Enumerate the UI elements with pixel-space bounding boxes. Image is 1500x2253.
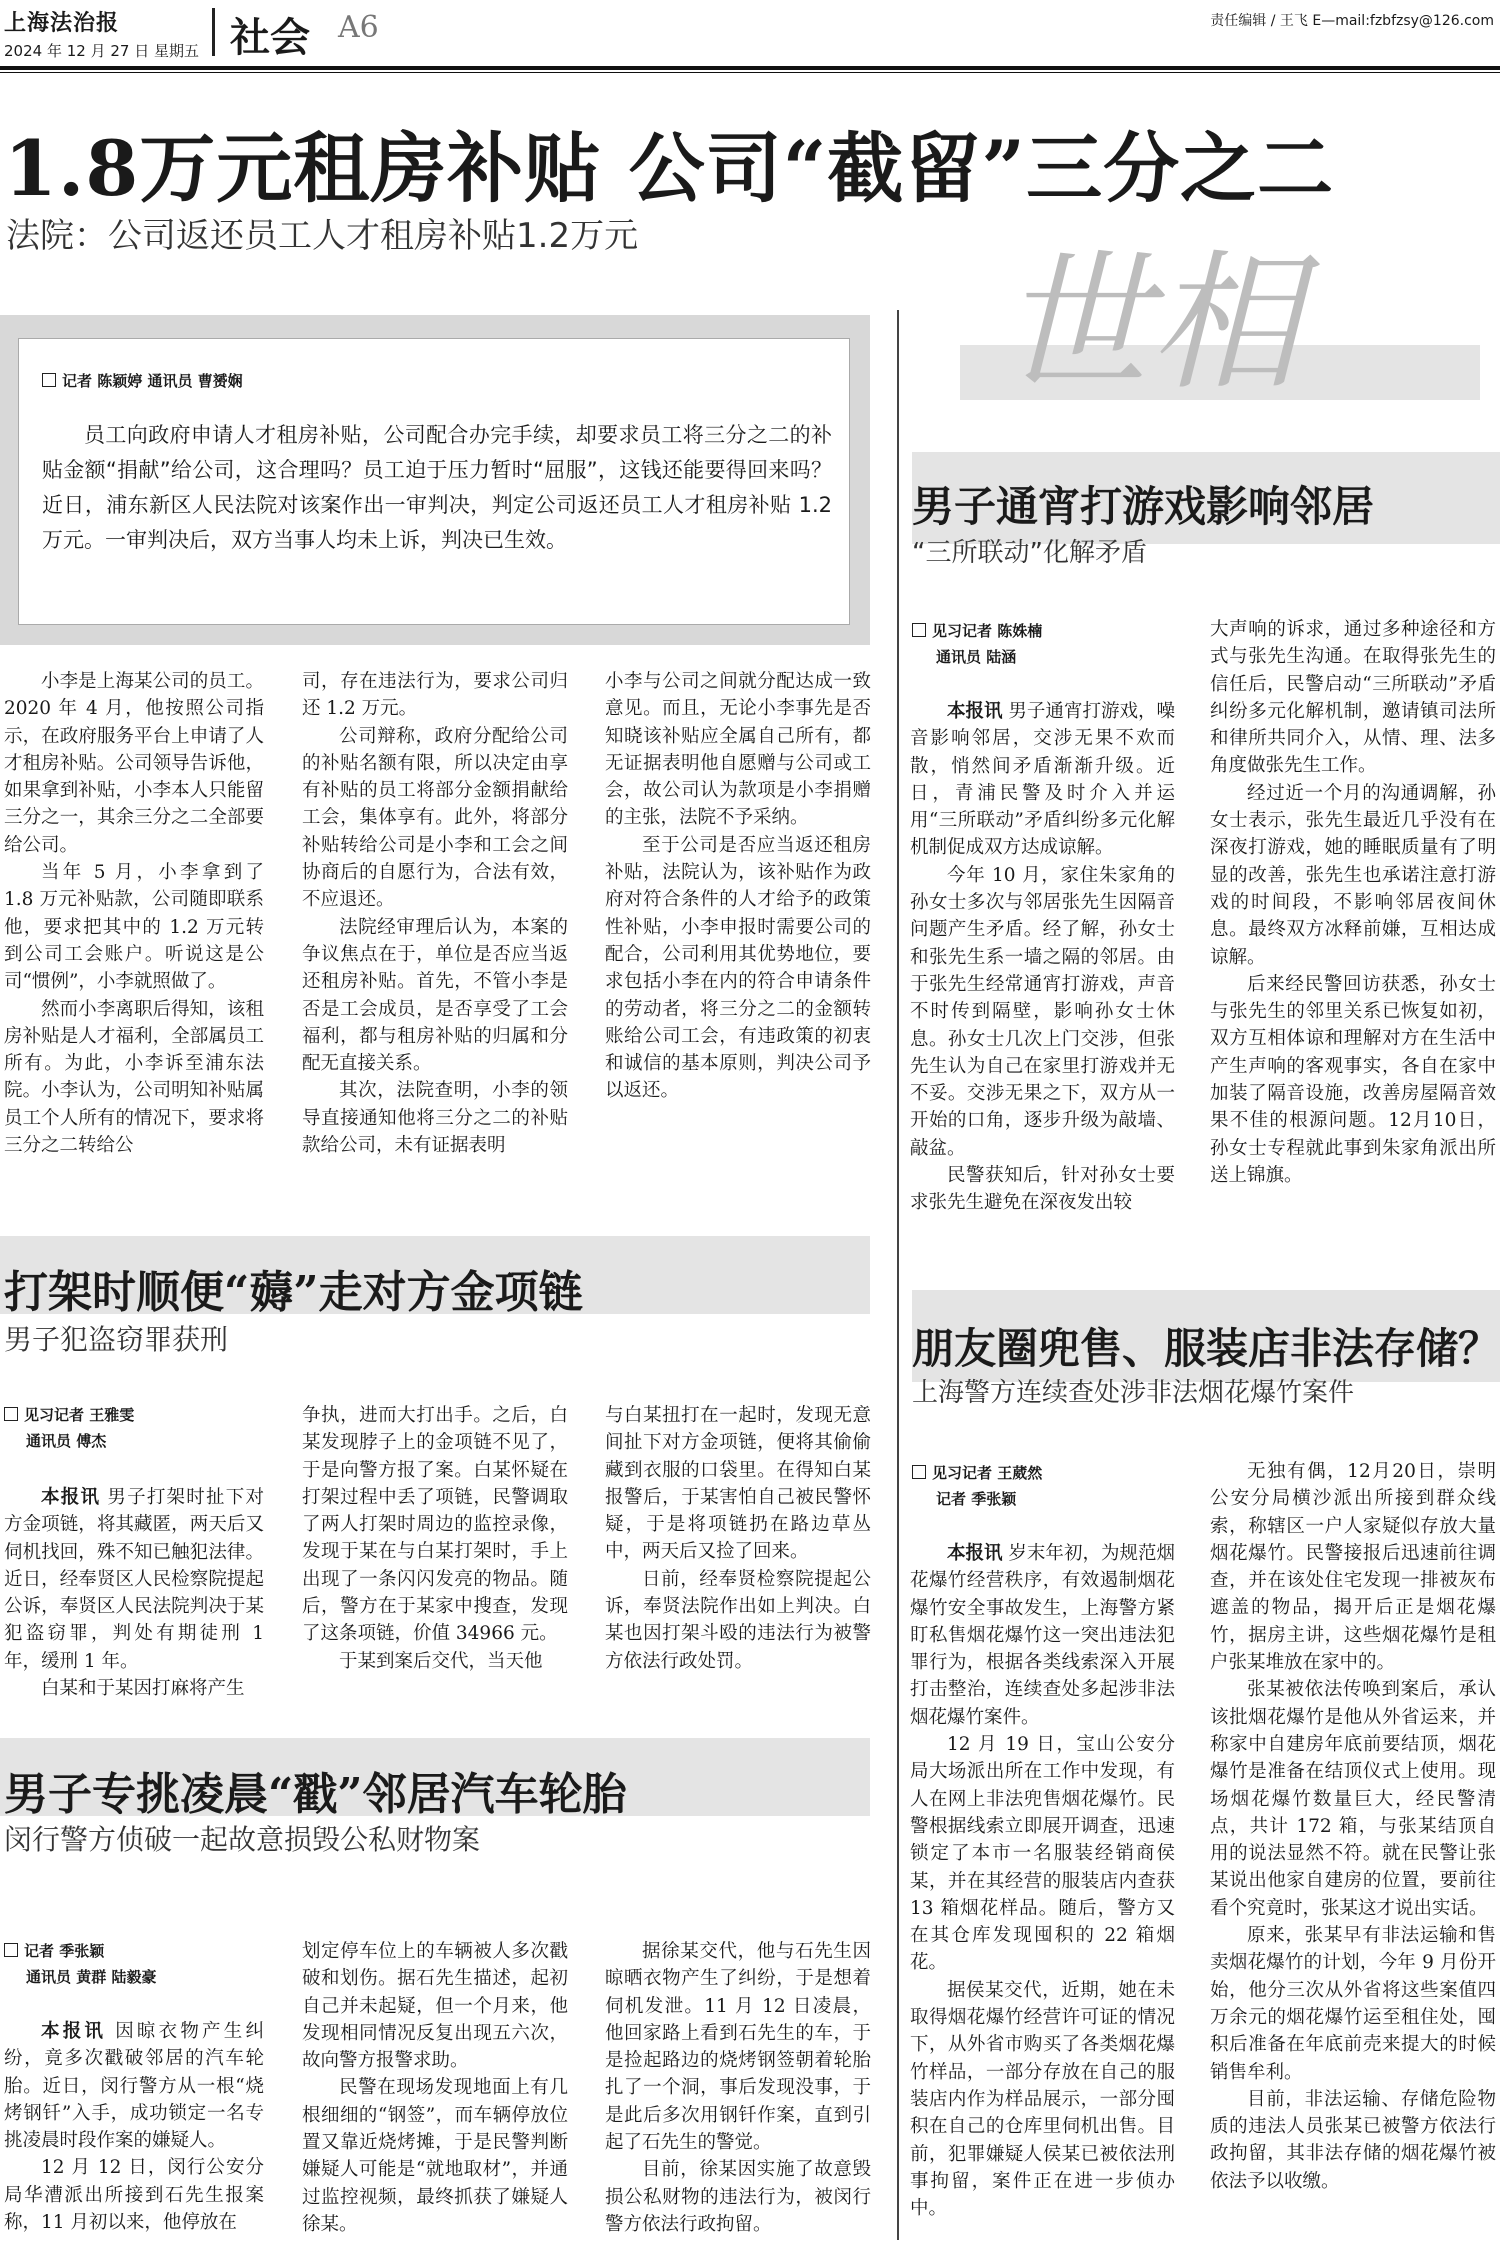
page-title: 1.8万元租房补贴 公司“截留”三分之二 [4, 124, 1335, 213]
article2-col-3 [605, 1402, 871, 1675]
world-watch-calligraphy [960, 225, 1480, 400]
paragraph: 至于公司是否应当返还租房补贴，法院认为，该补贴作为政府对符合条件的人才给予的政策性补贴，小李申报时需要公司的配合，公司利用其优势地位，要求包括小李在内的符合申请条件的劳动者，将三分之二的金额转账给公司工会，有违政策的初衷和诚信的基本原则，判决公司予以返还。 [605, 834, 871, 1102]
article4-byline [912, 620, 1042, 641]
article2-byline [4, 1404, 134, 1425]
lead-tag: 本报讯 [947, 701, 1003, 722]
paragraph: 然而小李离职后得知，该租房补贴是人才福利，全部属员工所有。为此，小李诉至浦东法院。小李认为，公司明知补贴属员工个人所有的情况下，要求将三分之二转给公 [4, 998, 264, 1157]
paragraph: 司，存在违法行为，要求公司归还 1.2 万元。 [302, 671, 568, 720]
page-subtitle: 法院：公司返还员工人才租房补贴1.2万元 [6, 216, 639, 256]
top-rule-thin [0, 72, 1500, 73]
lead-intro: 员工向政府申请人才租房补贴，公司配合办完手续，却要求员工将三分之二的补贴金额“捐献”给公司，这合理吗？员工迫于压力暂时“屈服”，这钱还能要得回来吗？近日，浦东新区人民法院对该案作出一审判决，判定公司返还员工人才租房补贴 1.2 万元。一审判决后，双方当事人均未上诉，判决已生效。 [42, 423, 832, 552]
paragraph: 民警在现场发现地面上有几根细细的“钢签”，而车辆停放位置又靠近烧烤摊，于是民警判断嫌疑人可能是“就地取材”，并通过监控视频，最终抓获了嫌疑人徐某。 [302, 2077, 568, 2235]
paragraph: 无独有偶，12月20日，崇明公安分局横沙派出所接到群众线索，称辖区一户人家疑似存放大量烟花爆竹。民警接报后迅速前往调查，并在该处住宅发现一排被灰布遮盖的物品，揭开后正是烟花爆竹，据房主讲，这些烟花爆竹是租户张某堆放在家中的。 [1210, 1461, 1496, 1674]
byline-text: 记者 陈颖婷 通讯员 曹赟娴 [62, 372, 243, 390]
paragraph: 小李是上海某公司的员工。2020 年 4 月，他按照公司指示，在政府服务平台上申请了人才租房补贴。公司领导告诉他，如果拿到补贴，小李本人只能留三分之一，其余三分之二全部要给公司。 [4, 671, 264, 856]
paragraph-text: 因晾衣物产生纠纷，竟多次戳破邻居的汽车轮胎。近日，闵行警方从一根“烧烤钢钎”入手，成功锁定一名专挑凌晨时段作案的嫌疑人。 [4, 2021, 264, 2152]
byline-text: 见习记者 王葳然 [932, 1464, 1043, 1482]
article5-byline [912, 1462, 1042, 1483]
article2-col-2 [302, 1402, 568, 1675]
article4-title: 男子通宵打游戏影响邻居 [912, 482, 1375, 531]
article3-byline [4, 1940, 104, 1961]
paragraph-text: 男子打架时扯下对方金项链，将其藏匿，两天后又伺机找回，殊不知已触犯法律。近日，经奉贤区人民检察院提起公诉，奉贤区人民法院判决于某犯盗窃罪，判处有期徒刑 1 年，缓刑 1 年。 [4, 1487, 264, 1672]
article2-title: 打架时顺便“薅”走对方金项链 [4, 1267, 583, 1318]
top-rule [0, 66, 1500, 70]
square-icon [42, 373, 56, 387]
article4-subtitle: “三所联动”化解矛盾 [912, 538, 1147, 568]
article4-col-1 [910, 698, 1175, 1217]
byline-text: 记者 季张颖 [24, 1942, 105, 1960]
paragraph: 今年 10 月，家住朱家角的孙女士多次与邻居张先生因隔音问题产生矛盾。经了解，孙女士和张先生系一墙之隔的邻居。由于张先生经常通宵打游戏，声音不时传到隔壁，影响孙女士休息。孙女士几次上门交涉，但张先生认为自己在家里打游戏并无不妥。交涉无果之下，双方从一开始的口角，逐步升级为敲墙、敲盆。 [910, 864, 1175, 1159]
paragraph: 张某被依法传唤到案后，承认该批烟花爆竹是他从外省运来，并称家中自建房年底前要结顶，烟花爆竹是准备在结顶仪式上使用。现场烟花爆竹数量巨大，经民警清点，共计 172 箱，与张某结顶自用的说法显然不符。就在民警让张某说出他家自建房的位置，要前往看个究竟时，张某这才说出实话。 [1210, 1679, 1496, 1919]
paragraph: 据侯某交代，近期，她在未取得烟花爆竹经营许可证的情况下，从外省市购买了各类烟花爆竹样品，一部分存放在自己的服装店内作为样品展示，一部分囤积在自己的仓库里伺机出售。目前，犯罪嫌疑人侯某已被依法刑事拘留，案件正在进一步侦办中。 [910, 1979, 1175, 2220]
paragraph: 划定停车位上的车辆被人多次戳破和划伤。据石先生描述，起初自己并未起疑，但一个月来，他发现相同情况反复出现五六次，故向警方报警求助。 [302, 1941, 568, 2072]
lead-tag: 本报讯 [41, 2021, 107, 2042]
article3-subtitle: 闵行警方侦破一起故意损毁公私财物案 [4, 1823, 481, 1856]
article3-byline2: 通讯员 黄群 陆毅豪 [26, 1968, 157, 1986]
paragraph: 其次，法院查明，小李的领导直接通知他将三分之二的补贴款给公司，未有证据表明 [302, 1080, 568, 1157]
paragraph: 日前，经奉贤检察院提起公诉，奉贤法院作出如上判决。白某也因打架斗殴的违法行为被警方依法行政处罚。 [605, 1568, 871, 1672]
byline-text: 见习记者 王雅雯 [24, 1406, 135, 1424]
article4-col-2 [1210, 616, 1496, 1189]
article5-title: 朋友圈兜售、服装店非法存储？ [912, 1324, 1500, 1373]
lead-byline [42, 370, 243, 391]
paragraph: 经过近一个月的沟通调解，孙女士表示，张先生最近几乎没有在深夜打游戏，她的睡眠质量有了明显的改善，张先生也承诺注意打游戏的时间段，不影响邻居夜间休息。最终双方冰释前嫌，互相达成谅解。 [1210, 782, 1496, 968]
paragraph: 争执，进而大打出手。之后，白某发现脖子上的金项链不见了，于是向警方报了案。白某怀疑在打架过程中丢了项链，民警调取了两人打架时周边的监控录像，发现于某在与白某打架时，手上出现了一条闪闪发亮的物品。随后，警方在于某家中搜查，发现了这条项链，价值 34966 元。 [302, 1405, 568, 1645]
column-divider [897, 310, 899, 2240]
paragraph: 目前，徐某因实施了故意毁损公私财物的违法行为，被闵行警方依法行政拘留。 [605, 2159, 871, 2235]
paragraph-text: 岁末年初，为规范烟花爆竹经营秩序，有效遏制烟花爆竹安全事故发生，上海警方紧盯私售烟花爆竹这一突出违法犯罪行为，根据各类线索深入开展打击整治，连续查处多起涉非法烟花爆竹案件。 [910, 1543, 1175, 1728]
paragraph: 民警获知后，针对孙女士要求张先生避免在深夜发出较 [910, 1165, 1175, 1214]
masthead-divider [212, 8, 215, 56]
lead-col-1 [4, 668, 264, 1159]
section-name: 社会 [230, 15, 310, 61]
paragraph: 12 月 19 日，宝山公安分局大场派出所在工作中发现，有人在网上非法兜售烟花爆竹。民警根据线索立即展开调查，迅速锁定了本市一名服装经销商侯某，并在其经营的服装店内查获 13 箱烟花样品。随后，警方又在其仓库发现囤积的 22 箱烟花。 [910, 1734, 1175, 1974]
paragraph: 原来，张某早有非法运输和售卖烟花爆竹的计划，今年 9 月份开始，他分三次从外省将这些案值四万余元的烟花爆竹运至租住处，囤积后准备在年底前売来提大的时候销售牟利。 [1210, 1925, 1496, 2083]
paragraph: 后来经民警回访获悉，孙女士与张先生的邻里关系已恢复如初，双方互相体谅和理解对方在生活中产生声响的客观事实，各自在家中加装了隔音设施，改善房屋隔音效果不佳的根源问题。12月10日，孙女士专程就此事到朱家角派出所送上锦旗。 [1210, 973, 1496, 1186]
paragraph: 目前，非法运输、存储危险物质的违法人员张某已被警方依法行政拘留，其非法存储的烟花爆竹被依法予以收缴。 [1210, 2088, 1496, 2192]
issue-date: 2024 年 12 月 27 日 星期五 [4, 42, 199, 60]
lead-tag: 本报讯 [41, 1487, 101, 1508]
paragraph: 12 月 12 日，闵行公安分局华漕派出所接到石先生报案称，11 月初以来，他停放在 [4, 2157, 264, 2234]
byline-text: 见习记者 陈姝楠 [932, 622, 1043, 640]
paragraph: 与白某扭打在一起时，发现无意间扯下对方金项链，便将其偷偷藏到衣服的口袋里。在得知白某报警后，于某害怕自己被民警怀疑，于是将项链扔在路边草丛中，两天后又捡了回来。 [605, 1405, 871, 1563]
lead-col-3 [605, 668, 871, 1105]
newspaper-logo: 上海法治报 [4, 10, 120, 36]
paragraph: 公司辩称，政府分配给公司的补贴名额有限，所以决定由享有补贴的员工将部分金额捐献给工会，集体享有。此外，将部分补贴转给公司是小李和工会之间协商后的自愿行为，合法有效，不应退还。 [302, 725, 568, 911]
square-icon [4, 1407, 18, 1421]
square-icon [4, 1943, 18, 1957]
paragraph: 法院经审理后认为，本案的争议焦点在于，单位是否应当返还租房补贴。首先，不管小李是否是工会成员，是否享受了工会福利，都与租房补贴的归属和分配无直接关系。 [302, 916, 568, 1075]
article3-title: 男子专挑凌晨“戳”邻居汽车轮胎 [4, 1769, 627, 1820]
paragraph: 于某到案后交代，当天他 [339, 1650, 543, 1672]
article2-byline2: 通讯员 傅杰 [26, 1432, 107, 1450]
paragraph: 白某和于某因打麻将产生 [41, 1678, 245, 1700]
article4-byline2: 通讯员 陆涵 [936, 648, 1017, 666]
paragraph: 当年 5 月，小李拿到了 1.8 万元补贴款，公司随即联系他，要求把其中的 1.2 万元转到公司工会账户。听说这是公司“惯例”，小李就照做了。 [4, 862, 264, 993]
article5-col-1 [910, 1540, 1175, 2222]
article2-subtitle: 男子犯盗窃罪获刑 [4, 1323, 229, 1356]
article5-subtitle: 上海警方连续查处涉非法烟花爆竹案件 [912, 1378, 1355, 1408]
paragraph: 据徐某交代，他与石先生因晾晒衣物产生了纠纷，于是想着伺机发泄。11 月 12 日凌晨，他回家路上看到石先生的车，于是捡起路边的烧烤钢签朝着轮胎扎了一个洞，事后发现没事，于是此后多次用钢钎作案，直到引起了石先生的警觉。 [605, 1941, 871, 2154]
lead-col-2 [302, 668, 568, 1159]
article3-col-1 [4, 2018, 264, 2236]
paragraph: 大声响的诉求，通过多种途径和方式与张先生沟通。在取得张先生的信任后，民警启动“三所联动”矛盾纠纷多元化解机制，邀请镇司法所和律所共同介入，从情、理、法多角度做张先生工作。 [1210, 619, 1496, 777]
lead-tag: 本报讯 [947, 1543, 1003, 1564]
article3-col-3 [605, 1938, 871, 2238]
calligraphy-text: 世相 [1000, 237, 1301, 400]
article5-byline2: 记者 季张颖 [936, 1490, 1017, 1508]
page-number: A6 [338, 10, 379, 45]
article3-col-2 [302, 1938, 568, 2238]
square-icon [912, 1465, 926, 1479]
editor-credit: 责任编辑 / 王飞 E—mail:fzbfzsy@126.com [1210, 13, 1494, 29]
paragraph: 小李与公司之间就分配达成一致意见。而且，无论小李事先是否知晓该补贴应全属自己所有，都无证据表明他自愿赠与公司或工会，故公司认为款项是小李捐赠的主张，法院不予采纳。 [605, 671, 871, 829]
article5-col-2 [1210, 1458, 1496, 2195]
article2-col-1 [4, 1484, 264, 1702]
square-icon [912, 623, 926, 637]
paragraph-text: 男子通宵打游戏，噪音影响邻居，交涉无果不欢而散，悄然间矛盾渐渐升级。近日，青浦民警及时介入并运用“三所联动”矛盾纠纷多元化解机制促成双方达成谅解。 [910, 701, 1175, 859]
